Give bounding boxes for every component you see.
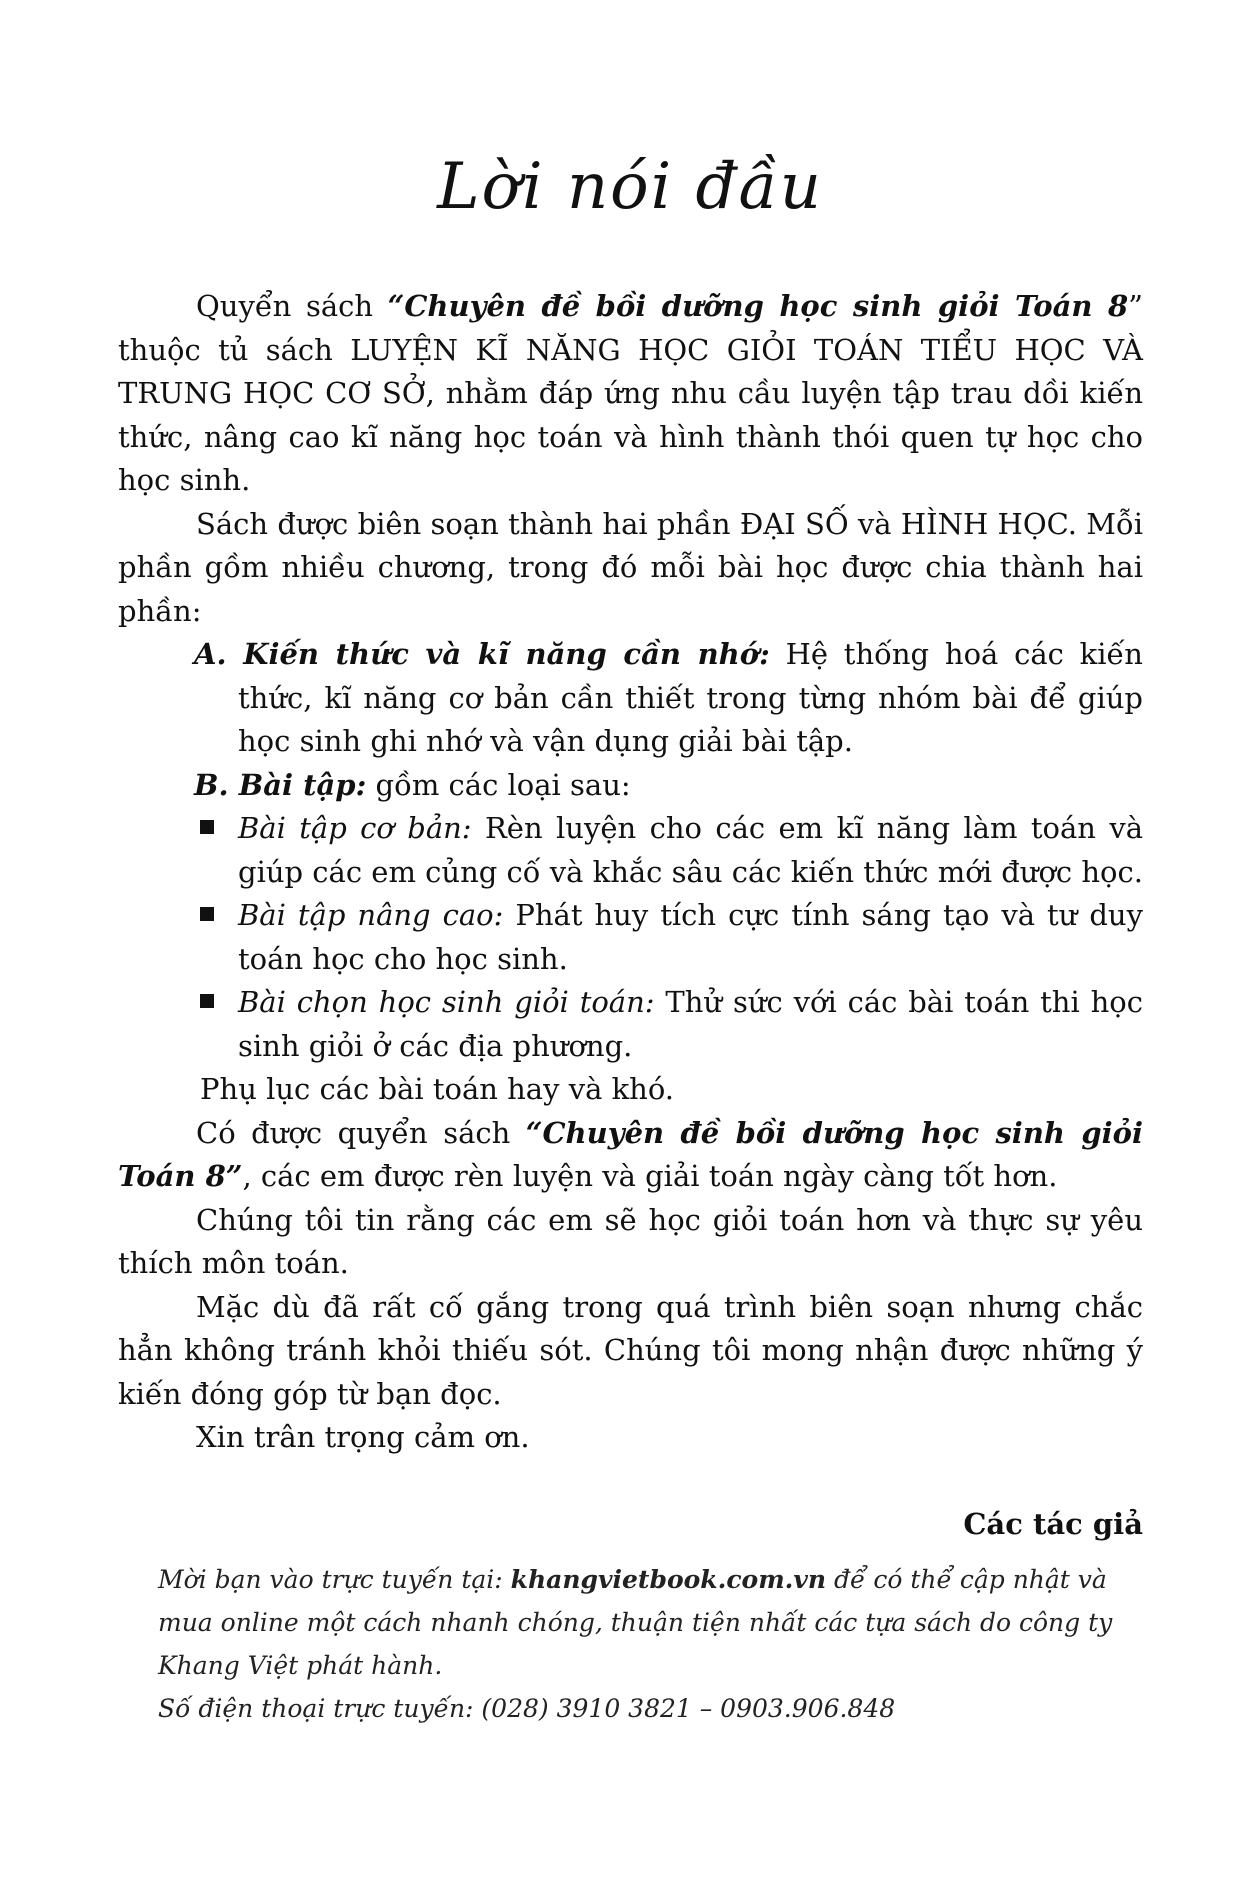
bullet-label: Bài tập nâng cao: xyxy=(238,898,504,932)
footer-text-start: Mời bạn vào trực tuyến tại: xyxy=(158,1565,511,1594)
benefit-text-start: Có được quyển sách xyxy=(196,1115,526,1150)
bullet-advanced-exercises xyxy=(118,894,1143,981)
benefit-text-rest: , các em được rèn luyện và giải toán ngày càng tốt hơn. xyxy=(242,1159,1058,1193)
benefit-paragraph xyxy=(118,1112,1143,1199)
website-link[interactable]: khangvietbook.com.vn xyxy=(510,1565,827,1594)
section-a xyxy=(118,633,1143,764)
structure-paragraph: Sách được biên soạn thành hai phần ĐẠI SỐ và HÌNH HỌC. Mỗi phần gồm nhiều chương, trong đó mỗi bài học được chia thành hai phần: xyxy=(118,506,1143,628)
section-b-text: gồm các loại sau: xyxy=(366,767,631,802)
footer-text-rest: để có thể cập nhật và mua online một cách nhanh chóng, thuận tiện nhất các tựa sách do công ty Khang Việt phát hành. xyxy=(158,1565,1113,1680)
intro-text-start: Quyển sách xyxy=(196,289,388,323)
section-b xyxy=(118,764,1143,808)
intro-paragraph xyxy=(118,285,1143,503)
intro-text-rest: ” thuộc tủ sách LUYỆN KĨ NĂNG HỌC GIỎI TOÁN TIỂU HỌC VÀ TRUNG HỌC CƠ SỞ, nhằm đáp ứng nhu cầu luyện tập trau dồi kiến thức, nâng cao kĩ năng học toán và hình thành thói quen tự học cho học sinh. xyxy=(118,289,1143,497)
bullet-label: Bài tập cơ bản: xyxy=(238,811,472,845)
bullet-text: Rèn luyện cho các em kĩ năng làm toán và giúp các em củng cố và khắc sâu các kiến thức mới được học. xyxy=(238,811,1143,889)
footer-note xyxy=(118,1558,1143,1730)
book-title: “Chuyên đề bồi dưỡng học sinh giỏi Toán 8 xyxy=(387,289,1129,323)
section-b-label: B. Bài tập: xyxy=(194,767,367,802)
bullet-gifted-exercises xyxy=(118,981,1143,1068)
book-title-repeat: “Chuyên đề bồi dưỡng học sinh giỏi Toán 8” xyxy=(118,1115,1144,1193)
square-bullet-icon xyxy=(200,907,214,921)
signature: Các tác giả xyxy=(963,1506,1143,1541)
page-title: Lời nói đầu xyxy=(437,150,823,224)
bullet-text: Thử sức với các bài toán thi học sinh giỏi ở các địa phương. xyxy=(238,985,1143,1063)
feedback-paragraph: Mặc dù đã rất cố gắng trong quá trình biên soạn nhưng chắc hẳn không tránh khỏi thiếu sót. Chúng tôi mong nhận được những ý kiến đóng góp từ bạn đọc. xyxy=(118,1289,1143,1411)
square-bullet-icon xyxy=(200,994,214,1008)
square-bullet-icon xyxy=(200,820,214,834)
belief-paragraph: Chúng tôi tin rằng các em sẽ học giỏi toán hơn và thực sự yêu thích môn toán. xyxy=(118,1202,1143,1280)
preface-body xyxy=(118,285,1143,1546)
footer-website-line xyxy=(118,1558,1143,1687)
section-a-label: A. Kiến thức và kĩ năng cần nhớ: xyxy=(194,637,770,671)
bullet-text: Phát huy tích cực tính sáng tạo và tư duy toán học cho học sinh. xyxy=(238,898,1143,976)
section-a-text: Hệ thống hoá các kiến thức, kĩ năng cơ bản cần thiết trong từng nhóm bài để giúp học sinh ghi nhớ và vận dụng giải bài tập. xyxy=(238,637,1143,758)
footer-phone-line: Số điện thoại trực tuyến: (028) 3910 3821 – 0903.906.848 xyxy=(158,1694,896,1723)
appendix-line: Phụ lục các bài toán hay và khó. xyxy=(200,1072,675,1106)
bullet-label: Bài chọn học sinh giỏi toán: xyxy=(238,985,655,1019)
bullet-basic-exercises xyxy=(118,807,1143,894)
thanks-line: Xin trân trọng cảm ơn. xyxy=(196,1420,530,1454)
